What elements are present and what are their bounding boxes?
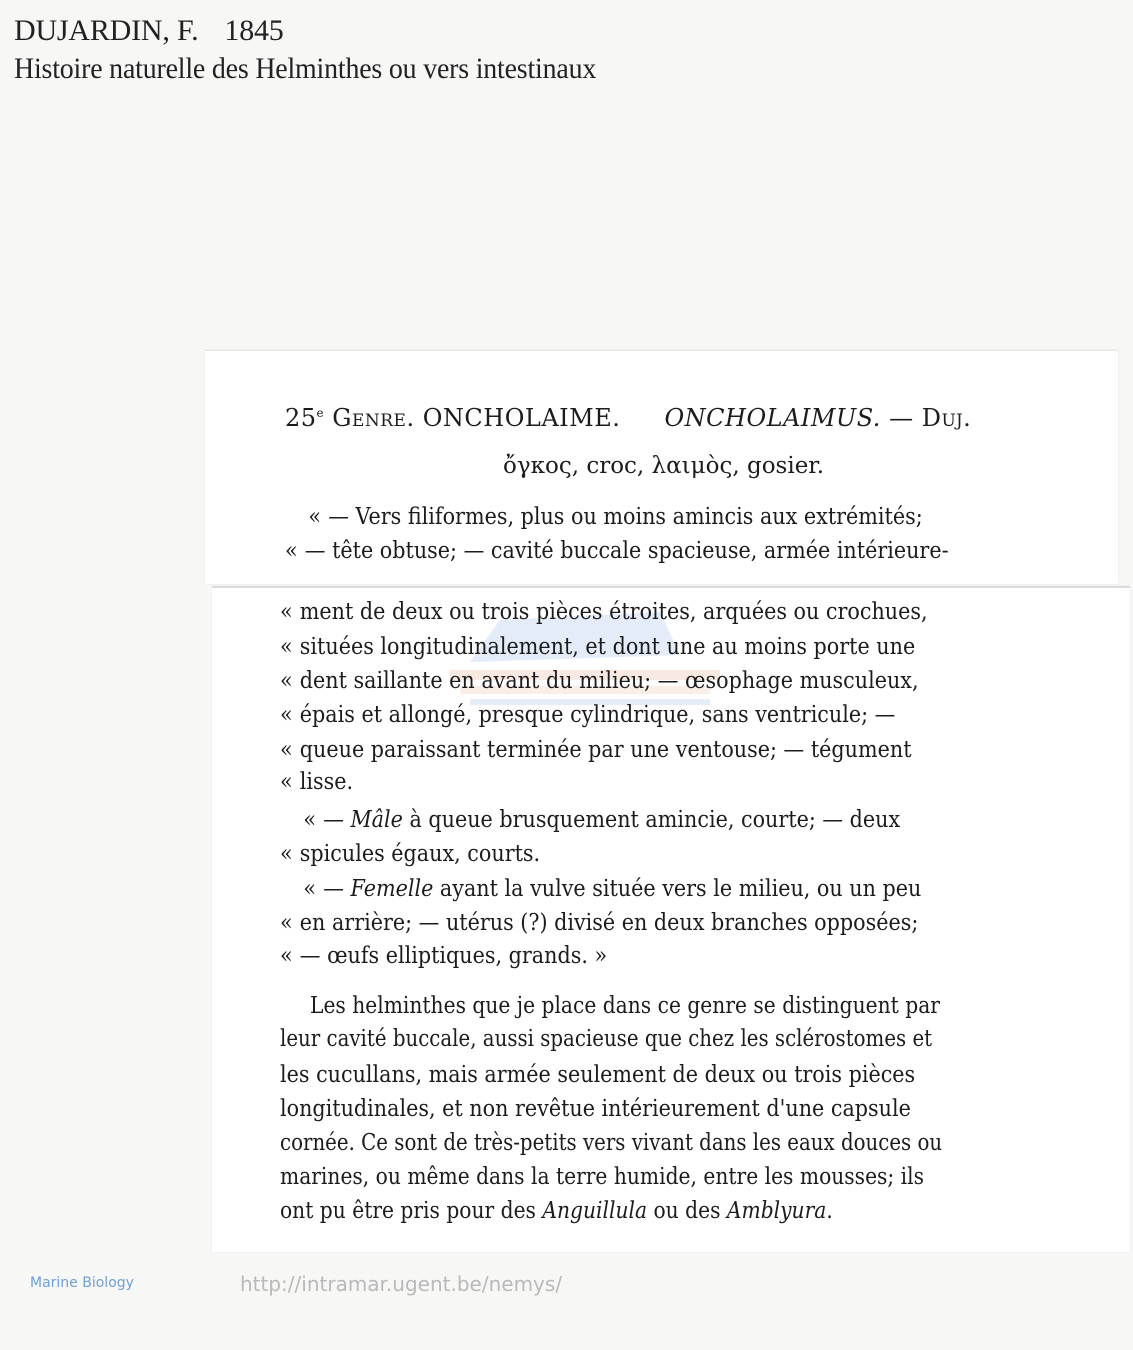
quote-mark: « xyxy=(280,841,293,867)
commentary-text: ont pu être pris pour des xyxy=(280,1198,543,1224)
quote-mark: « xyxy=(280,702,293,728)
female-description-end xyxy=(280,941,607,971)
dash: — xyxy=(323,876,344,902)
genus-name-anguillula: Anguillula xyxy=(542,1198,648,1224)
diagnosis-text: ment de deux ou trois pièces étroites, arquées ou crochues, xyxy=(299,599,928,625)
diagnosis-line xyxy=(280,735,912,765)
dash: — xyxy=(323,807,344,833)
genus-authority: Duj. xyxy=(921,404,972,432)
commentary-line: cornée. Ce sont de très-petits vers vivant dans les eaux douces ou xyxy=(280,1130,943,1156)
commentary-last-line xyxy=(280,1196,833,1226)
diagnosis-line xyxy=(285,536,949,566)
diagnosis-text: lisse. xyxy=(299,769,354,795)
quote-mark: « xyxy=(280,668,293,694)
diagnosis-line xyxy=(285,502,923,532)
watermark-url: http://intramar.ugent.be/nemys/ xyxy=(240,1272,563,1296)
female-text: — œufs elliptiques, grands. » xyxy=(299,943,608,969)
citation-year: 1845 xyxy=(224,14,284,47)
genus-number: 25 xyxy=(285,404,317,432)
watermark-logo-text: Marine Biology xyxy=(30,1275,134,1291)
quote-mark: « xyxy=(303,807,317,833)
citation-author-line xyxy=(14,12,640,50)
commentary-text: . xyxy=(826,1198,833,1224)
citation-author: DUJARDIN, F. xyxy=(14,14,199,47)
female-text: en arrière; — utérus (?) divisé en deux branches opposées; xyxy=(299,910,919,936)
citation-header xyxy=(14,12,640,88)
heading-dash: — xyxy=(889,404,914,432)
quote-mark: « xyxy=(280,910,293,936)
genus-name-amblyura: Amblyura xyxy=(726,1198,827,1224)
diagnosis-text: épais et allongé, presque cylindrique, sans ventricule; — xyxy=(299,702,896,728)
commentary-line: Les helminthes que je place dans ce genre se distinguent par xyxy=(310,993,940,1019)
male-text: spicules égaux, courts. xyxy=(299,841,541,867)
diagnosis-line xyxy=(280,632,915,662)
diagnosis-text: dent saillante en avant du milieu; — œsophage musculeux, xyxy=(299,668,919,694)
commentary-line: marines, ou même dans la terre humide, entre les mousses; ils xyxy=(280,1164,925,1190)
commentary-line: les cucullans, mais armée seulement de deux ou trois pièces xyxy=(280,1062,916,1088)
commentary-text: ou des xyxy=(647,1198,727,1224)
genus-latin-name: ONCHOLAIMUS. xyxy=(664,404,881,432)
etymology: ὄγκος, croc, λαιμὸς, gosier. xyxy=(503,453,825,479)
genus-heading xyxy=(285,398,971,433)
male-description xyxy=(280,805,900,835)
quote-mark: « xyxy=(280,634,293,660)
genus-french-name: ONCHOLAIME. xyxy=(422,404,621,432)
quote-mark: « xyxy=(280,769,293,795)
quote-mark: « xyxy=(280,943,293,969)
diagnosis-line xyxy=(280,666,919,696)
quote-mark: « xyxy=(285,538,298,564)
diagnosis-text: — tête obtuse; — cavité buccale spacieuse, armée intérieure- xyxy=(304,538,949,564)
quote-mark: « xyxy=(280,737,293,763)
commentary-line: leur cavité buccale, aussi spacieuse que chez les sclérostomes et xyxy=(280,1026,933,1052)
diagnosis-text: — Vers filiformes, plus ou moins amincis aux extrémités; xyxy=(328,504,923,530)
diagnosis-line xyxy=(280,597,928,627)
diagnosis-line xyxy=(280,767,353,797)
citation-title: Histoire naturelle des Helminthes ou vers intestinaux xyxy=(14,52,597,85)
commentary-line: longitudinales, et non revêtue intérieurement d'une capsule xyxy=(280,1096,911,1122)
female-text: ayant la vulve située vers le milieu, ou un peu xyxy=(439,876,922,902)
male-text: à queue brusquement amincie, courte; — deux xyxy=(409,807,901,833)
diagnosis-text: queue paraissant terminée par une ventouse; — tégument xyxy=(299,737,912,763)
male-description-cont xyxy=(280,839,540,869)
diagnosis-line xyxy=(280,700,895,730)
genre-label: Genre. xyxy=(332,404,415,432)
female-description-cont xyxy=(280,908,918,938)
diagnosis-text: situées longitudinalement, et dont une au moins porte une xyxy=(299,634,916,660)
quote-mark: « xyxy=(280,599,293,625)
male-label: Mâle xyxy=(350,807,403,833)
female-description xyxy=(280,874,921,904)
quote-mark: « xyxy=(308,504,322,530)
quote-mark: « xyxy=(303,876,317,902)
female-label: Femelle xyxy=(350,876,434,902)
genus-number-suffix: e xyxy=(316,406,325,420)
